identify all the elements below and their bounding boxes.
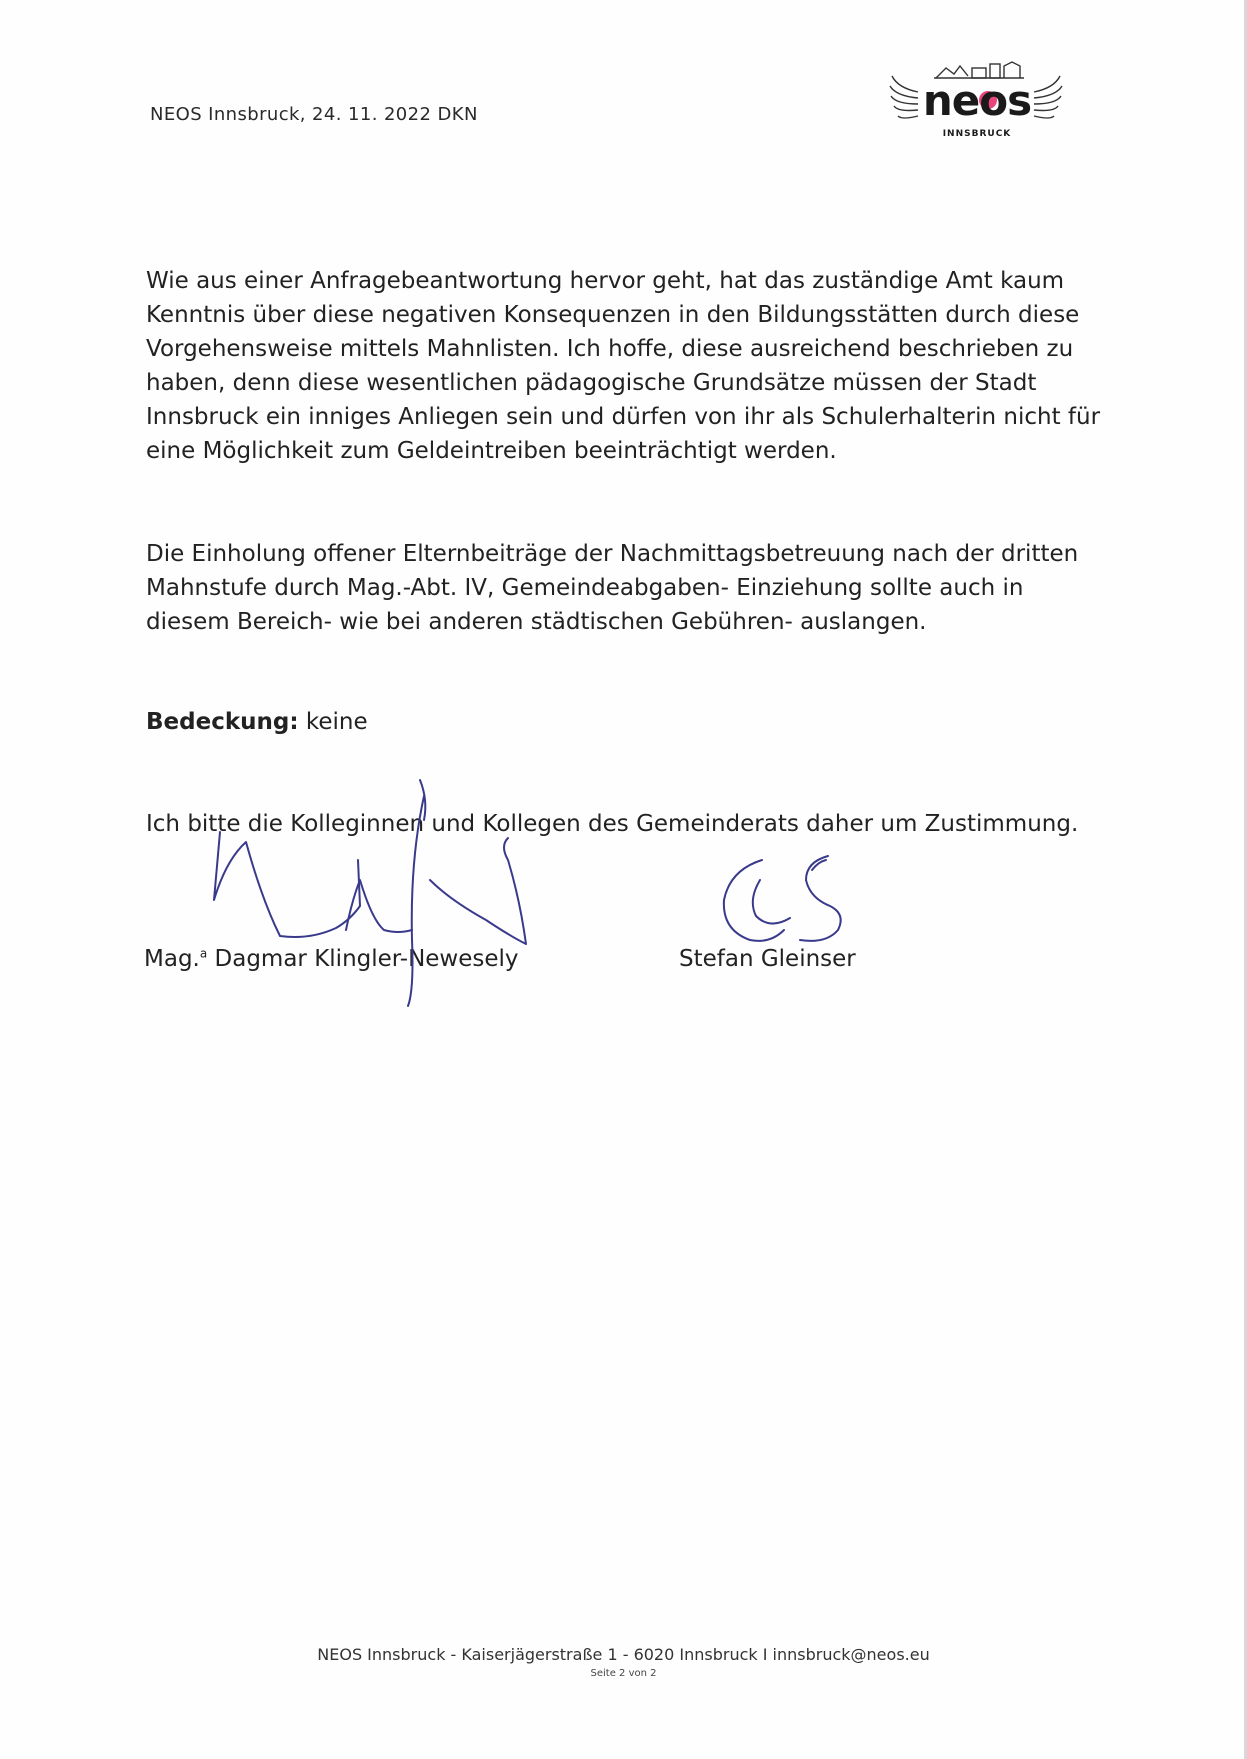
signatory-left-prefix: Mag. xyxy=(144,946,200,972)
header-place-date: NEOS Innsbruck, 24. 11. 2022 DKN xyxy=(150,104,478,125)
signatory-right-name: Stefan Gleinser xyxy=(679,946,856,972)
body-paragraph-1: Wie aus einer Anfragebeantwortung hervor geht, hat das zuständige Amt kaum Kenntnis über diese negativen Konsequenzen in den Bildungsstätten durch diese Vorgehensweise mittels Mahnlisten. Ich hoffe, diese ausreichend beschrieben zu haben, denn diese wesentlichen pädagogische Grundsätze müssen der Stadt Innsbruck ein inniges Anliegen sein und dürfen von ihr als Schulerhalterin nicht für eine Möglichkeit zum Geldeintreiben beeinträchtigt werden. xyxy=(146,268,1101,464)
signatory-left-name: Dagmar Klingler-Newesely xyxy=(214,946,519,972)
signature-left-stroke-5 xyxy=(430,838,526,944)
footer-address: NEOS Innsbruck - Kaiserjägerstraße 1 - 6020 Innsbruck I innsbruck@neos.eu xyxy=(317,1645,930,1664)
footer-page-number: Seite 2 von 2 xyxy=(590,1668,657,1679)
signatory-right xyxy=(679,946,856,972)
signature-right-stroke-4 xyxy=(812,860,826,870)
signatory-left-sup: a xyxy=(199,946,208,961)
signature-left-stroke-2 xyxy=(346,880,412,932)
signature-right-stroke-1 xyxy=(724,860,784,941)
body-paragraph-2: Die Einholung offener Elternbeiträge der Nachmittagsbetreuung nach der dritten Mahnstufe durch Mag.-Abt. IV, Gemeindeabgaben- Einziehung sollte auch in diesem Bereich- wie bei anderen städtischen Gebühren- auslangen. xyxy=(146,541,1079,635)
coverage-value: keine xyxy=(305,709,368,735)
signature-right-stroke-3 xyxy=(800,856,841,941)
closing-request: Ich bitte die Kolleginnen und Kollegen des Gemeinderats daher um Zustimmung. xyxy=(146,811,1079,837)
coverage-label: Bedeckung: xyxy=(146,709,299,735)
signature-left-stroke-1 xyxy=(214,832,360,937)
logo-wordmark: neos xyxy=(922,76,1032,125)
neos-innsbruck-logo xyxy=(888,58,1064,144)
signature-right-stroke-2 xyxy=(753,880,790,924)
signatory-left xyxy=(144,946,519,972)
logo-subtitle: INNSBRUCK xyxy=(942,129,1012,139)
coverage-line xyxy=(146,705,1106,739)
